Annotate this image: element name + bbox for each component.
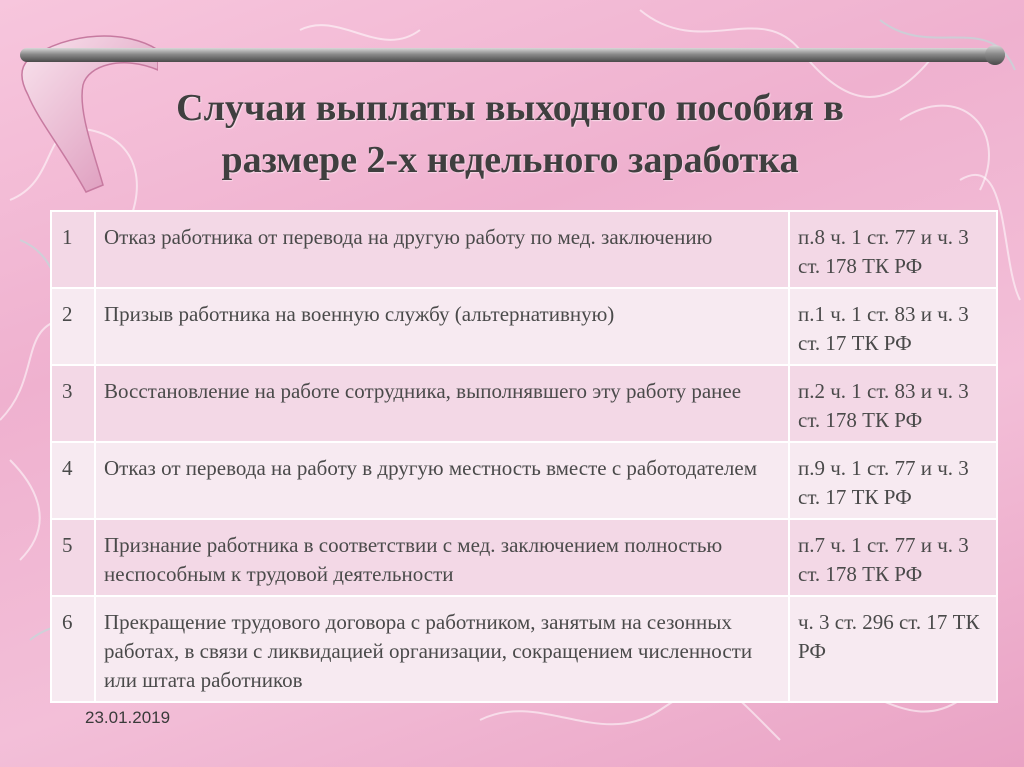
table-row xyxy=(51,211,997,288)
row-number: 1 xyxy=(51,211,95,288)
case-description: Признание работника в соответствии с мед. заключением полностью неспособным к трудовой деятельности xyxy=(95,519,789,596)
row-number: 3 xyxy=(51,365,95,442)
case-description: Призыв работника на военную службу (альтернативную) xyxy=(95,288,789,365)
row-number: 6 xyxy=(51,596,95,702)
slide-title-line-1: Случаи выплаты выходного пособия в xyxy=(176,87,844,129)
slide-date: 23.01.2019 xyxy=(85,708,171,727)
law-reference: п.1 ч. 1 ст. 83 и ч. 3 ст. 17 ТК РФ xyxy=(789,288,997,365)
law-reference: п.9 ч. 1 ст. 77 и ч. 3 ст. 17 ТК РФ xyxy=(789,442,997,519)
case-description: Отказ работника от перевода на другую работу по мед. заключению xyxy=(95,211,789,288)
row-number: 5 xyxy=(51,519,95,596)
slide-title xyxy=(60,82,960,186)
row-number: 2 xyxy=(51,288,95,365)
case-description: Отказ от перевода на работу в другую местность вместе с работодателем xyxy=(95,442,789,519)
row-number: 4 xyxy=(51,442,95,519)
severance-cases-table xyxy=(50,210,998,703)
case-description: Прекращение трудового договора с работником, занятым на сезонных работах, в связи с ликвидацией организации, сокращением численности или штата работников xyxy=(95,596,789,702)
top-metal-bar xyxy=(20,40,1005,74)
case-description: Восстановление на работе сотрудника, выполнявшего эту работу ранее xyxy=(95,365,789,442)
law-reference: п.7 ч. 1 ст. 77 и ч. 3 ст. 178 ТК РФ xyxy=(789,519,997,596)
law-reference: п.8 ч. 1 ст. 77 и ч. 3 ст. 178 ТК РФ xyxy=(789,211,997,288)
law-reference: п.2 ч. 1 ст. 83 и ч. 3 ст. 178 ТК РФ xyxy=(789,365,997,442)
table-row xyxy=(51,519,997,596)
table-row xyxy=(51,288,997,365)
table-row xyxy=(51,365,997,442)
law-reference: ч. 3 ст. 296 ст. 17 ТК РФ xyxy=(789,596,997,702)
slide-title-line-2: размере 2-х недельного заработка xyxy=(221,139,799,181)
table-row xyxy=(51,596,997,702)
table-row xyxy=(51,442,997,519)
